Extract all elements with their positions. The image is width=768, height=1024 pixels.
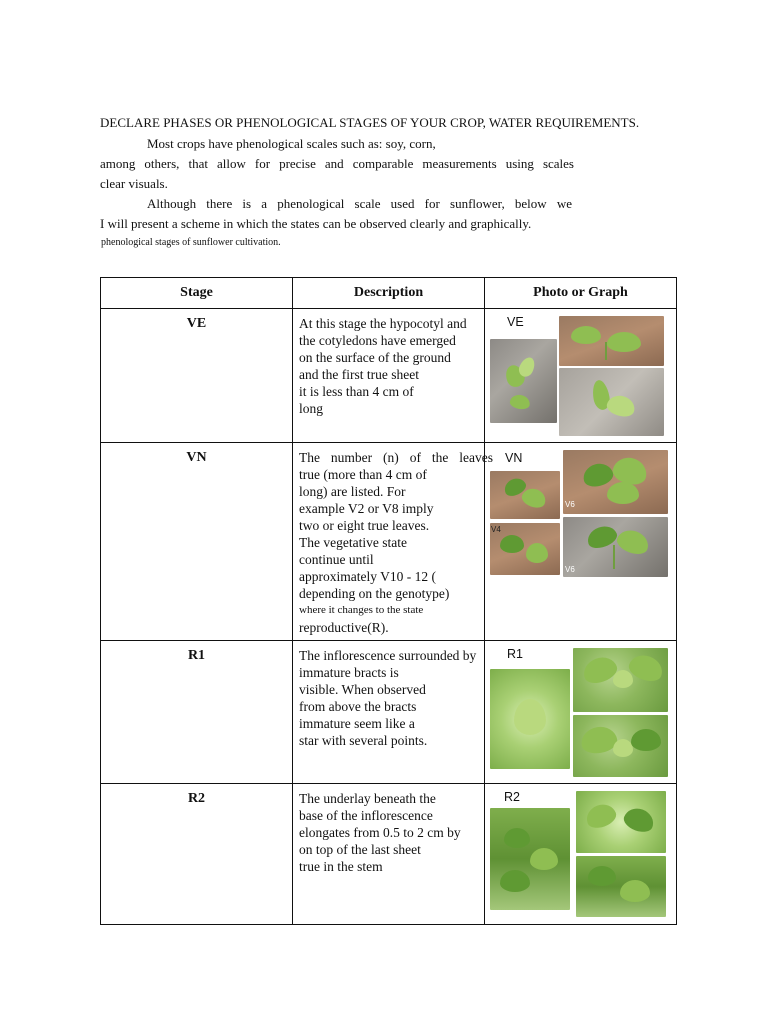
stage-vn: VN xyxy=(101,443,293,641)
header-photo: Photo or Graph xyxy=(485,278,677,309)
bud-photo xyxy=(490,669,570,769)
description-line: two or eight true leaves. xyxy=(299,518,430,533)
stage-r1: R1 xyxy=(101,641,293,784)
description-line: elongates from 0.5 to 2 cm by xyxy=(299,825,461,840)
description-line: immature seem like a xyxy=(299,716,415,731)
description-line: on top of the last sheet xyxy=(299,842,421,857)
description-line: The underlay beneath the xyxy=(299,791,436,806)
phenology-table xyxy=(100,277,677,925)
table-row-r1 xyxy=(101,641,677,784)
description-line: true in the stem xyxy=(299,859,383,874)
stage-tag: V4 xyxy=(491,525,501,534)
plant-photo xyxy=(563,450,668,514)
description-line: base of the inflorescence xyxy=(299,808,433,823)
description-ve xyxy=(293,309,485,443)
description-line: visible. When observed xyxy=(299,682,426,697)
table-caption: phenological stages of sunflower cultivation. xyxy=(101,237,281,248)
description-line: star with several points. xyxy=(299,733,428,748)
photo-ve xyxy=(485,309,677,443)
field-photo xyxy=(576,856,666,917)
description-line: approximately V10 - 12 ( xyxy=(299,569,436,584)
description-r1 xyxy=(293,641,485,784)
plant-photo xyxy=(490,471,560,519)
photo-vn xyxy=(485,443,677,641)
description-line: continue until xyxy=(299,552,374,567)
description-line: The inflorescence surrounded by xyxy=(299,648,477,663)
stage-tag: V6 xyxy=(565,565,575,574)
seedling-photo xyxy=(559,368,664,436)
description-line: it is less than 4 cm of xyxy=(299,384,414,399)
field-photo xyxy=(490,808,570,910)
paragraph-1-line-2: among others, that allow for precise and comparable measurements using scales xyxy=(100,156,574,171)
plant-photo xyxy=(490,523,560,575)
description-line: and the first true sheet xyxy=(299,367,419,382)
bud-photo xyxy=(573,648,668,712)
stage-r2: R2 xyxy=(101,784,293,925)
description-line: depending on the genotype) xyxy=(299,586,450,601)
description-line: the cotyledons have emerged xyxy=(299,333,456,348)
stage-tag: V6 xyxy=(565,500,575,509)
table-row-ve xyxy=(101,309,677,443)
description-line: immature bracts is xyxy=(299,665,399,680)
description-line: reproductive(R). xyxy=(299,620,389,635)
description-vn xyxy=(293,443,493,641)
field-photo xyxy=(576,791,666,853)
table-row-vn xyxy=(101,443,677,641)
header-description: Description xyxy=(293,278,485,309)
paragraph-2-line-2: I will present a scheme in which the states can be observed clearly and graphically. xyxy=(100,216,532,231)
photo-label-ve: VE xyxy=(507,315,524,329)
description-line: The number (n) of the leaves xyxy=(299,450,493,465)
description-line: on the surface of the ground xyxy=(299,350,451,365)
description-line: The vegetative state xyxy=(299,535,407,550)
description-line: where it changes to the state xyxy=(299,604,424,616)
description-line: example V2 or V8 imply xyxy=(299,501,434,516)
table-header-row xyxy=(101,278,677,309)
seedling-photo xyxy=(559,316,664,366)
photo-label-vn: VN xyxy=(505,451,523,465)
description-r2 xyxy=(293,784,485,925)
bud-photo xyxy=(573,715,668,777)
paragraph-1-line-1: Most crops have phenological scales such as: soy, corn, xyxy=(147,136,436,151)
seedling-photo xyxy=(490,339,557,423)
photo-r2 xyxy=(485,784,677,925)
document-heading: DECLARE PHASES OR PHENOLOGICAL STAGES OF YOUR CROP, WATER REQUIREMENTS. xyxy=(100,115,640,130)
table-row-r2 xyxy=(101,784,677,925)
description-line: At this stage the hypocotyl and xyxy=(299,316,467,331)
plant-photo xyxy=(563,517,668,577)
photo-r1 xyxy=(485,641,677,784)
photo-label-r2: R2 xyxy=(504,790,520,804)
description-line: true (more than 4 cm of xyxy=(299,467,427,482)
paragraph-1-line-3: clear visuals. xyxy=(100,176,168,191)
description-line: long xyxy=(299,401,324,416)
description-line: from above the bracts xyxy=(299,699,417,714)
header-stage: Stage xyxy=(101,278,293,309)
stage-ve: VE xyxy=(101,309,293,443)
description-line: long) are listed. For xyxy=(299,484,406,499)
paragraph-2-line-1: Although there is a phenological scale used for sunflower, below we xyxy=(147,196,572,211)
photo-label-r1: R1 xyxy=(507,647,523,661)
